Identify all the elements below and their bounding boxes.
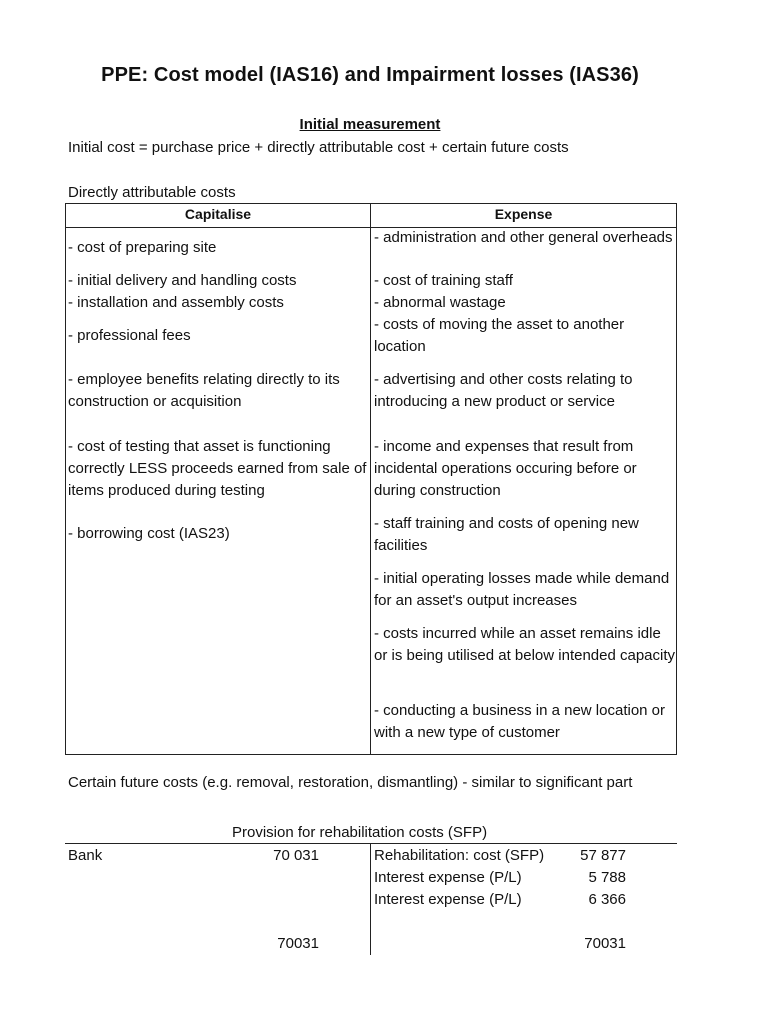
expense-item: - staff training and costs of opening new facilities	[374, 515, 639, 554]
capitalise-item: - cost of testing that asset is functioning correctly LESS proceeds earned from sale of items produced during testing	[68, 438, 367, 499]
page-title: PPE: Cost model (IAS16) and Impairment losses (IAS36)	[101, 64, 639, 86]
t-account-credit-label: Rehabilitation: cost (SFP)	[374, 847, 545, 864]
t-account-top-rule	[65, 843, 677, 844]
expense-item: - advertising and other costs relating to introducing a new product or service	[374, 371, 633, 410]
expense-item: - conducting a business in a new location or with a new type of customer	[374, 702, 666, 741]
t-account-credit-amount: 5 788	[588, 869, 626, 886]
column-header-expense: Expense	[494, 206, 553, 222]
expense-item: - costs of moving the asset to another location	[374, 316, 625, 355]
capitalise-item: - employee benefits relating directly to its construction or acquisition	[68, 371, 340, 410]
table-column-divider	[370, 204, 371, 754]
expense-item: - income and expenses that result from incidental operations occuring before or during construction	[374, 438, 637, 499]
t-account-credit-label: Interest expense (P/L)	[374, 891, 522, 908]
t-account-center-rule	[370, 843, 371, 955]
t-account-credit-total: 70031	[584, 935, 626, 952]
capitalise-item: - initial delivery and handling costs	[68, 272, 297, 289]
t-account-credit-amount: 57 877	[580, 847, 626, 864]
future-costs-note: Certain future costs (e.g. removal, restoration, dismantling) - similar to significant part	[68, 774, 633, 791]
attributable-costs-table	[65, 203, 677, 755]
t-account-title: Provision for rehabilitation costs (SFP)	[232, 824, 488, 841]
t-account-credit-label: Interest expense (P/L)	[374, 869, 522, 886]
expense-item: - abnormal wastage	[374, 294, 506, 311]
capitalise-item: - installation and assembly costs	[68, 294, 284, 311]
t-account-debit-total: 70031	[277, 935, 319, 952]
t-account-credit-amount: 6 366	[588, 891, 626, 908]
t-account-debit-amount: 70 031	[273, 847, 319, 864]
capitalise-item: - borrowing cost (IAS23)	[68, 525, 230, 542]
expense-item: - costs incurred while an asset remains idle or is being utilised at below intended capacity	[374, 625, 676, 664]
capitalise-item: - cost of preparing site	[68, 239, 217, 256]
initial-cost-formula: Initial cost = purchase price + directly attributable cost + certain future costs	[68, 139, 569, 156]
expense-item: - cost of training staff	[374, 272, 513, 289]
directly-attributable-costs-label: Directly attributable costs	[68, 184, 236, 201]
column-header-capitalise: Capitalise	[184, 206, 252, 222]
capitalise-item: - professional fees	[68, 327, 191, 344]
section-heading: Initial measurement	[299, 116, 441, 133]
expense-item: - initial operating losses made while demand for an asset's output increases	[374, 570, 670, 609]
t-account-debit-label: Bank	[68, 847, 103, 864]
expense-item: - administration and other general overheads	[374, 229, 673, 246]
